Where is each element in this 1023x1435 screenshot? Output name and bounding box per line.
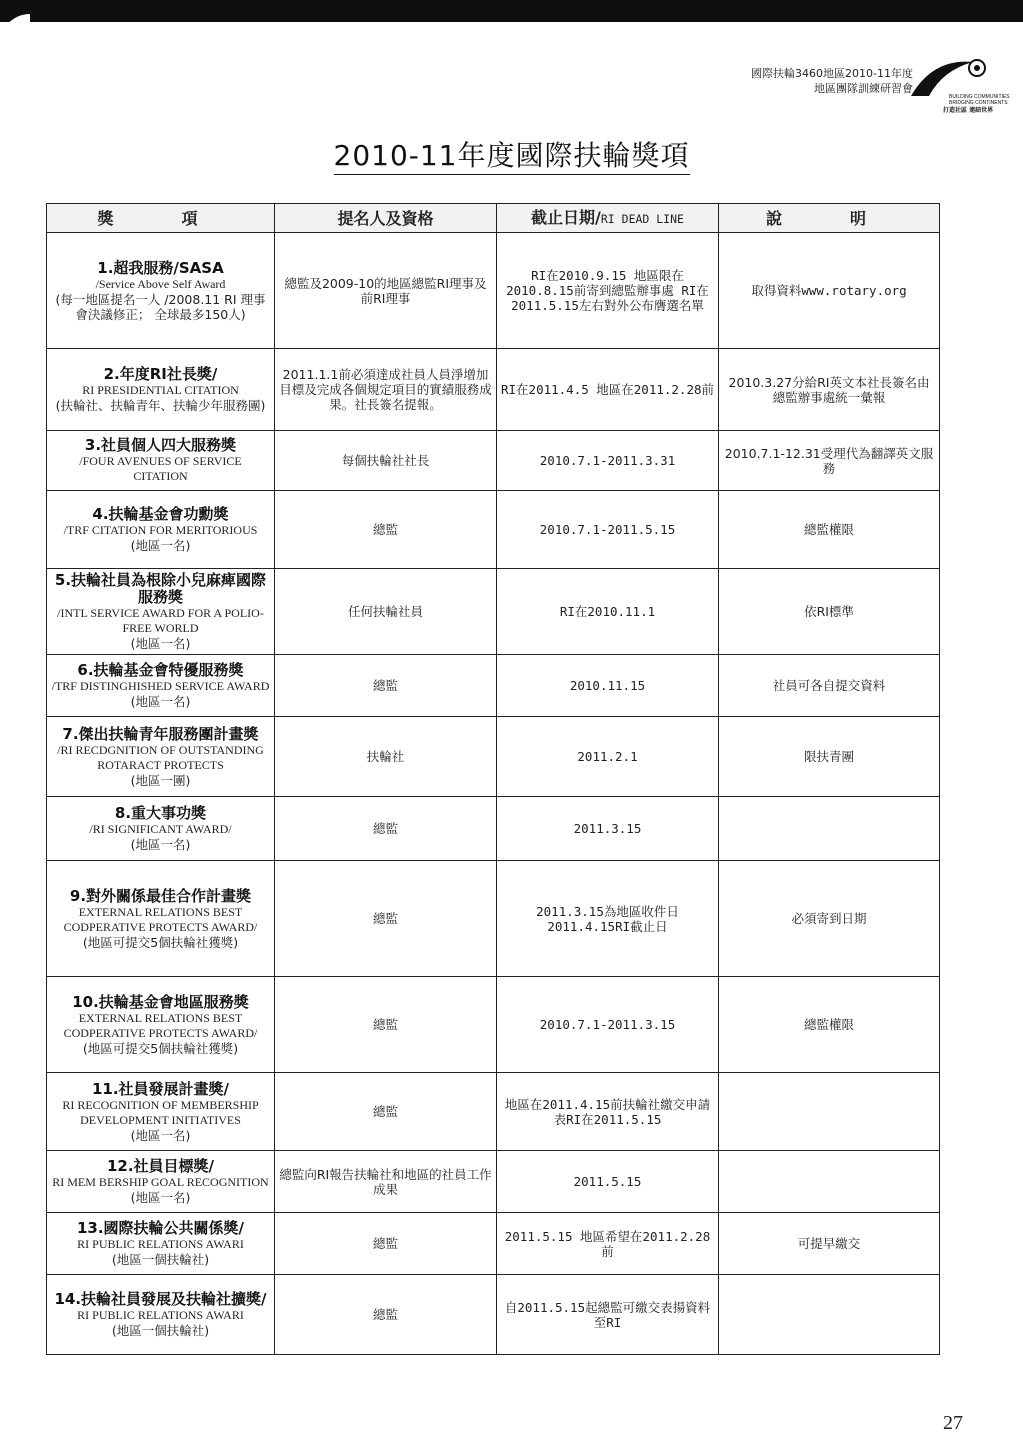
notes-cell: 可提早繳交 [719, 1213, 940, 1275]
nominator-cell: 總監 [275, 655, 497, 717]
table-row [47, 491, 940, 569]
header-line-2: 地區團隊訓練研習會 [814, 82, 913, 95]
award-cell: 1.超我服務/SASA /Service Above Self Award (每一地區提名一人 /2008.11 RI 理事會決議修正； 全球最多150人) [47, 233, 275, 349]
notes-cell [719, 1275, 940, 1355]
award-cell: 8.重大事功獎 /RI SIGNIFICANT AWARD/ (地區一名) [47, 797, 275, 861]
nominator-cell: 總監 [275, 1275, 497, 1355]
nominator-cell: 2011.1.1前必須達成社員人員淨增加目標及完成各個規定項目的實績服務成果。社長簽名提報。 [275, 349, 497, 431]
top-border-bar [0, 0, 1023, 22]
award-cell: 13.國際扶輪公共關係獎/ RI PUBLIC RELATIONS AWARI (地區一個扶輪社) [47, 1213, 275, 1275]
notes-cell: 取得資料www.rotary.org [719, 233, 940, 349]
notes-cell: 限扶青團 [719, 717, 940, 797]
nominator-cell: 任何扶輪社員 [275, 569, 497, 655]
notes-cell: 總監權限 [719, 491, 940, 569]
nominator-cell: 總監 [275, 797, 497, 861]
deadline-cell: 2010.7.1-2011.5.15 [497, 491, 719, 569]
header-deadline: 截止日期/RI DEAD LINE [497, 204, 719, 233]
award-cell: 7.傑出扶輪青年服務團計畫獎 /RI RECDGNITION OF OUTSTANDING ROTARACT PROTECTS (地區一團) [47, 717, 275, 797]
table-row [47, 717, 940, 797]
deadline-cell: 2011.5.15 地區希望在2011.2.28前 [497, 1213, 719, 1275]
award-cell: 12.社員目標獎/ RI MEM BERSHIP GOAL RECOGNITION (地區一名) [47, 1151, 275, 1213]
notes-cell: 2010.3.27分給RI英文本社長簽名由總監辦事處統一彙報 [719, 349, 940, 431]
nominator-cell: 總監及2009-10的地區總監RI理事及前RI理事 [275, 233, 497, 349]
notes-cell: 依RI標準 [719, 569, 940, 655]
logo-text-2: BRIDGING CONTINENTS [949, 100, 1008, 106]
notes-cell: 2010.7.1-12.31受理代為翻譯英文服務 [719, 431, 940, 491]
table-row [47, 797, 940, 861]
logo-text-3: 打造社區 連結世界 [943, 107, 994, 114]
award-cell: 6.扶輪基金會特優服務獎 /TRF DISTINGHISHED SERVICE AWARD (地區一名) [47, 655, 275, 717]
header-text [751, 66, 913, 96]
table-row [47, 861, 940, 977]
notes-cell: 必須寄到日期 [719, 861, 940, 977]
deadline-cell: 地區在2011.4.15前扶輪社繳交申請表RI在2011.5.15 [497, 1073, 719, 1151]
nominator-cell: 扶輪社 [275, 717, 497, 797]
table-row [47, 1275, 940, 1355]
rotary-theme-logo [903, 56, 1010, 122]
page-title [0, 134, 1023, 174]
table-row [47, 1213, 940, 1275]
deadline-cell: 2011.3.15為地區收件日 2011.4.15RI截止日 [497, 861, 719, 977]
page-number: 27 [943, 1412, 963, 1434]
header-nominator: 提名人及資格 [275, 204, 497, 233]
award-cell: 3.社員個人四大服務獎 /FOUR AVENUES OF SERVICE CITATION [47, 431, 275, 491]
deadline-cell: 2011.3.15 [497, 797, 719, 861]
award-cell: 2.年度RI社長獎/ RI PRESIDENTIAL CITATION (扶輪社、扶輪青年、扶輪少年服務團) [47, 349, 275, 431]
notes-cell [719, 1073, 940, 1151]
header-line-1: 國際扶輪3460地區2010-11年度 [751, 67, 913, 80]
deadline-cell: 2011.5.15 [497, 1151, 719, 1213]
award-cell: 10.扶輪基金會地區服務獎 EXTERNAL RELATIONS BEST CODPERATIVE PROTECTS AWARD/ (地區可提交5個扶輪社獲獎) [47, 977, 275, 1073]
deadline-cell: 2010.7.1-2011.3.15 [497, 977, 719, 1073]
table-header-row [47, 204, 940, 233]
deadline-cell: RI在2010.9.15 地區限在2010.8.15前寄到總監辦事處 RI在2011.5.15左右對外公布膺選名單 [497, 233, 719, 349]
award-cell: 14.扶輪社員發展及扶輪社擴獎/ RI PUBLIC RELATIONS AWARI (地區一個扶輪社) [47, 1275, 275, 1355]
header-notes: 說 明 [719, 204, 940, 233]
page-title-text: 2010-11年度國際扶輪獎項 [334, 139, 690, 175]
table-row [47, 977, 940, 1073]
notes-cell: 總監權限 [719, 977, 940, 1073]
table-row [47, 233, 940, 349]
deadline-cell: 自2011.5.15起總監可繳交表揚資料至RI [497, 1275, 719, 1355]
award-cell: 9.對外關係最佳合作計畫獎 EXTERNAL RELATIONS BEST CODPERATIVE PROTECTS AWARD/ (地區可提交5個扶輪社獲獎) [47, 861, 275, 977]
table-row [47, 349, 940, 431]
award-cell: 4.扶輪基金會功勳獎 /TRF CITATION FOR MERITORIOUS (地區一名) [47, 491, 275, 569]
table-row [47, 1073, 940, 1151]
nominator-cell: 總監向RI報告扶輪社和地區的社員工作成果 [275, 1151, 497, 1213]
logo-text-1: BUILDING COMMUNITIES [949, 94, 1010, 100]
award-cell: 11.社員發展計畫獎/ RI RECOGNITION OF MEMBERSHIP DEVELOPMENT INITIATIVES (地區一名) [47, 1073, 275, 1151]
nominator-cell: 總監 [275, 861, 497, 977]
nominator-cell: 總監 [275, 1073, 497, 1151]
nominator-cell: 每個扶輪社社長 [275, 431, 497, 491]
deadline-cell: RI在2010.11.1 [497, 569, 719, 655]
deadline-cell: 2010.7.1-2011.3.31 [497, 431, 719, 491]
deadline-cell: 2010.11.15 [497, 655, 719, 717]
table-row [47, 569, 940, 655]
page-header [693, 56, 1010, 126]
nominator-cell: 總監 [275, 491, 497, 569]
notes-cell: 社員可各自提交資料 [719, 655, 940, 717]
deadline-cell: RI在2011.4.5 地區在2011.2.28前 [497, 349, 719, 431]
awards-table [46, 203, 940, 1355]
deadline-cell: 2011.2.1 [497, 717, 719, 797]
award-cell: 5.扶輪社員為根除小兒麻痺國際服務獎 /INTL SERVICE AWARD FOR A POLIO-FREE WORLD (地區一名) [47, 569, 275, 655]
notes-cell [719, 1151, 940, 1213]
notes-cell [719, 797, 940, 861]
logo-graphic [903, 56, 1010, 122]
nominator-cell: 總監 [275, 977, 497, 1073]
header-award: 獎 項 [47, 204, 275, 233]
table-row [47, 655, 940, 717]
table-row [47, 431, 940, 491]
nominator-cell: 總監 [275, 1213, 497, 1275]
table-row [47, 1151, 940, 1213]
